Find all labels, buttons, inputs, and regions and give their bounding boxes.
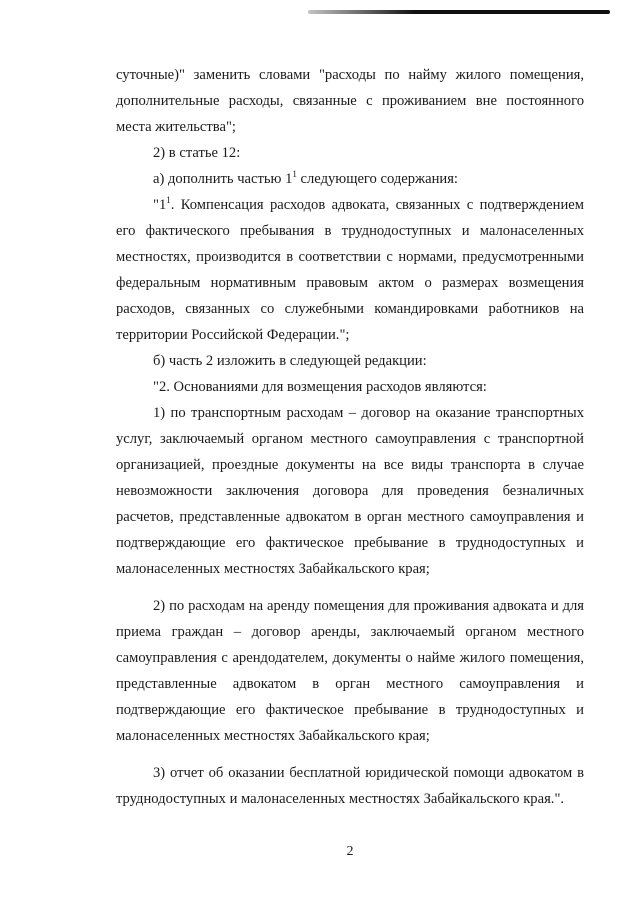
top-rule: [308, 10, 610, 14]
paragraph-part-1-1: [116, 192, 584, 348]
item-a-text: а) дополнить частью 1: [153, 171, 293, 187]
paragraph-replacement: суточные)" заменить словами "расходы по найму жилого помещения, дополнительные расходы, связанные с проживанием вне постоянного места жительства";: [116, 67, 584, 135]
paragraph-grounds: "2. Основаниями для возмещения расходов являются:: [153, 379, 487, 395]
part-1-1-number: "1: [153, 197, 167, 213]
part-1-1-superscript: 1: [166, 195, 171, 205]
paragraph-report: 3) отчет об оказании бесплатной юридической помощи адвокатом в труднодоступных и малонаселенных местностях Забайкальского края.".: [116, 765, 584, 807]
part-1-1-text: . Компенсация расходов адвоката, связанных с подтверждением его фактического пребывания в труднодоступных и малонаселенных местностях, производится в соответствии с нормами, предусмотренными федеральным нормативным правовым актом о размерах возмещения расходов, связанных со служебными командировками работников на территории Российской Федерации.";: [116, 197, 584, 343]
paragraph-item-a: [116, 166, 584, 192]
document-body: [116, 62, 584, 812]
paragraph-rent-expenses: 2) по расходам на аренду помещения для проживания адвоката и для приема граждан – договор аренды, заключаемый органом местного самоуправления с арендодателем, документы о найме жилого помещения, представленные адвокатом в орган местного самоуправления и подтверждающие его фактическое пребывание в труднодоступных и малонаселенных местностях Забайкальского края;: [116, 598, 584, 744]
paragraph-transport-expenses: 1) по транспортным расходам – договор на оказание транспортных услуг, заключаемый органом местного самоуправления с транспортной организацией, проездные документы на все виды транспорта в случае невозможности заключения договора для проведения безналичных расчетов, представленные адвокатом в орган местного самоуправления и подтверждающие его фактическое пребывание в труднодоступных и малонаселенных местностях Забайкальского края;: [116, 405, 584, 577]
paragraph-item-b: б) часть 2 изложить в следующей редакции:: [153, 353, 427, 369]
item-a-text-end: следующего содержания:: [296, 171, 458, 187]
page-number: 2: [346, 844, 354, 859]
paragraph-article-12: 2) в статье 12:: [153, 145, 241, 161]
item-a-superscript: 1: [292, 169, 297, 179]
